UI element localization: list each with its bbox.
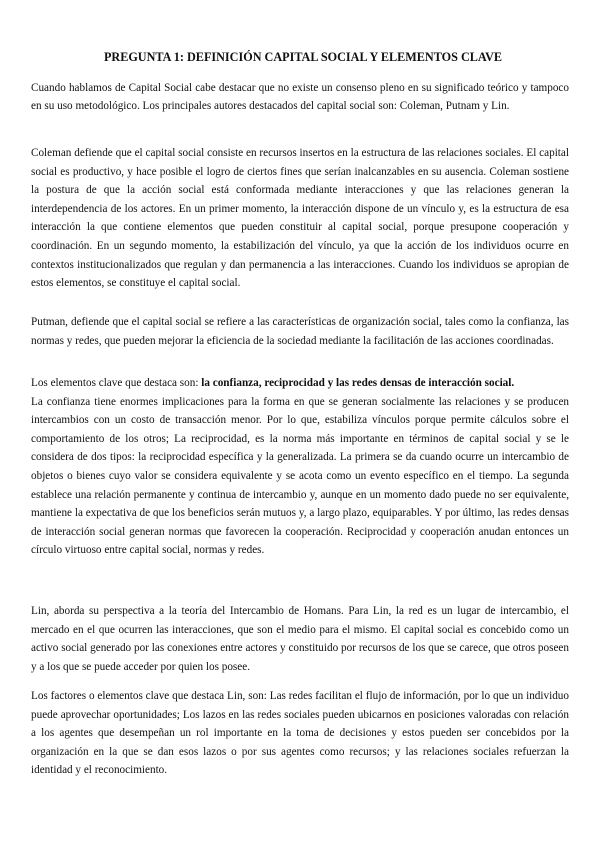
lin-factors-paragraph: Los factores o elementos clave que destaca Lin, son: Las redes facilitan el flujo de información, por lo que un individuo puede aprovechar oportunidades; Los lazos en las redes sociales pueden ubicarnos en posiciones valoradas con relación a los agentes que desempeñan un rol importante en la toma de decisiones y estos pueden ser concebidos por la organización en la que se dan esos lazos o por sus agentes como recursos; y las relaciones sociales refuerzan la identidad y el reconocimiento. bbox=[31, 690, 569, 777]
key-elements-body: La confianza tiene enormes implicaciones para la forma en que se generan socialmente las relaciones y se producen intercambios con un costo de transacción menor. Por lo que, estabiliza vínculos porque permite cálculos sobre el comportamiento de los otros; La reciprocidad, es la norma más importante en términos de capital social y se le considera de dos tipos: la reciprocidad específica y la generalizada. La primera se da cuando ocurre un intercambio de objetos o bienes cuyo valor se considera equivalente y se acota como un evento específico en el tiempo. La segunda establece una relación permanente y continua de intercambio y, aunque en un momento dado puede no ser equivalente, mantiene la expectativa de que los beneficios serán mutuos y, a largo plazo, equiparables. Y por último, las redes densas de interacción social generan normas que favorecen la cooperación. Reciprocidad y cooperación anudan entonces un círculo virtuoso entre capital social, normas y redes. bbox=[31, 395, 569, 557]
page-title: PREGUNTA 1: DEFINICIÓN CAPITAL SOCIAL Y ELEMENTOS CLAVE bbox=[103, 50, 503, 64]
putman-paragraph: Putman, defiende que el capital social se refiere a las características de organización social, tales como la confianza, las normas y redes, que pueden mejorar la eficiencia de la sociedad mediante la facilitación de las acciones coordinadas. bbox=[31, 316, 569, 347]
key-elements-bold: la confianza, reciprocidad y las redes densas de interacción social. bbox=[201, 377, 515, 389]
coleman-paragraph: Coleman defiende que el capital social consiste en recursos insertos en la estructura de las relaciones sociales. El capital social es productivo, y hace posible el logro de ciertos fines que serían inalcanzables en su ausencia. Coleman sostiene la postura de que la acción social está conformada mediante interacciones y que las relaciones generan la interdependencia de los actores. En un primer momento, la interacción dispone de un vínculo y, es la estructura de esa interacción la que contiene elementos que pueden constituir al capital social, porque presupone cooperación y coordinación. En un segundo momento, la estabilización del vínculo, ya que la acción de los individuos ocurre en contextos institucionalizados que regulan y dan permanencia a las interacciones. Cuando los individuos se apropian de estos elementos, se constituye el capital social. bbox=[31, 147, 569, 290]
intro-paragraph: Cuando hablamos de Capital Social cabe destacar que no existe un consenso pleno en su significado teórico y tampoco en su uso metodológico. Los principales autores destacados del capital social son: Coleman, Putnam y Lin. bbox=[31, 82, 569, 112]
key-elements-paragraph bbox=[31, 374, 569, 560]
key-elements-lead: Los elementos clave que destaca son: bbox=[31, 377, 202, 389]
lin-paragraph: Lin, aborda su perspectiva a la teoría del Intercambio de Homans. Para Lin, la red es un lugar de intercambio, el mercado en el que ocurren las interacciones, que son el medio para el mismo. El capital social es concebido como un activo social generado por las conexiones entre actores y constituido por recursos de los que se carece, que otros poseen y a los que se puede acceder por quien los posee. bbox=[31, 605, 569, 673]
